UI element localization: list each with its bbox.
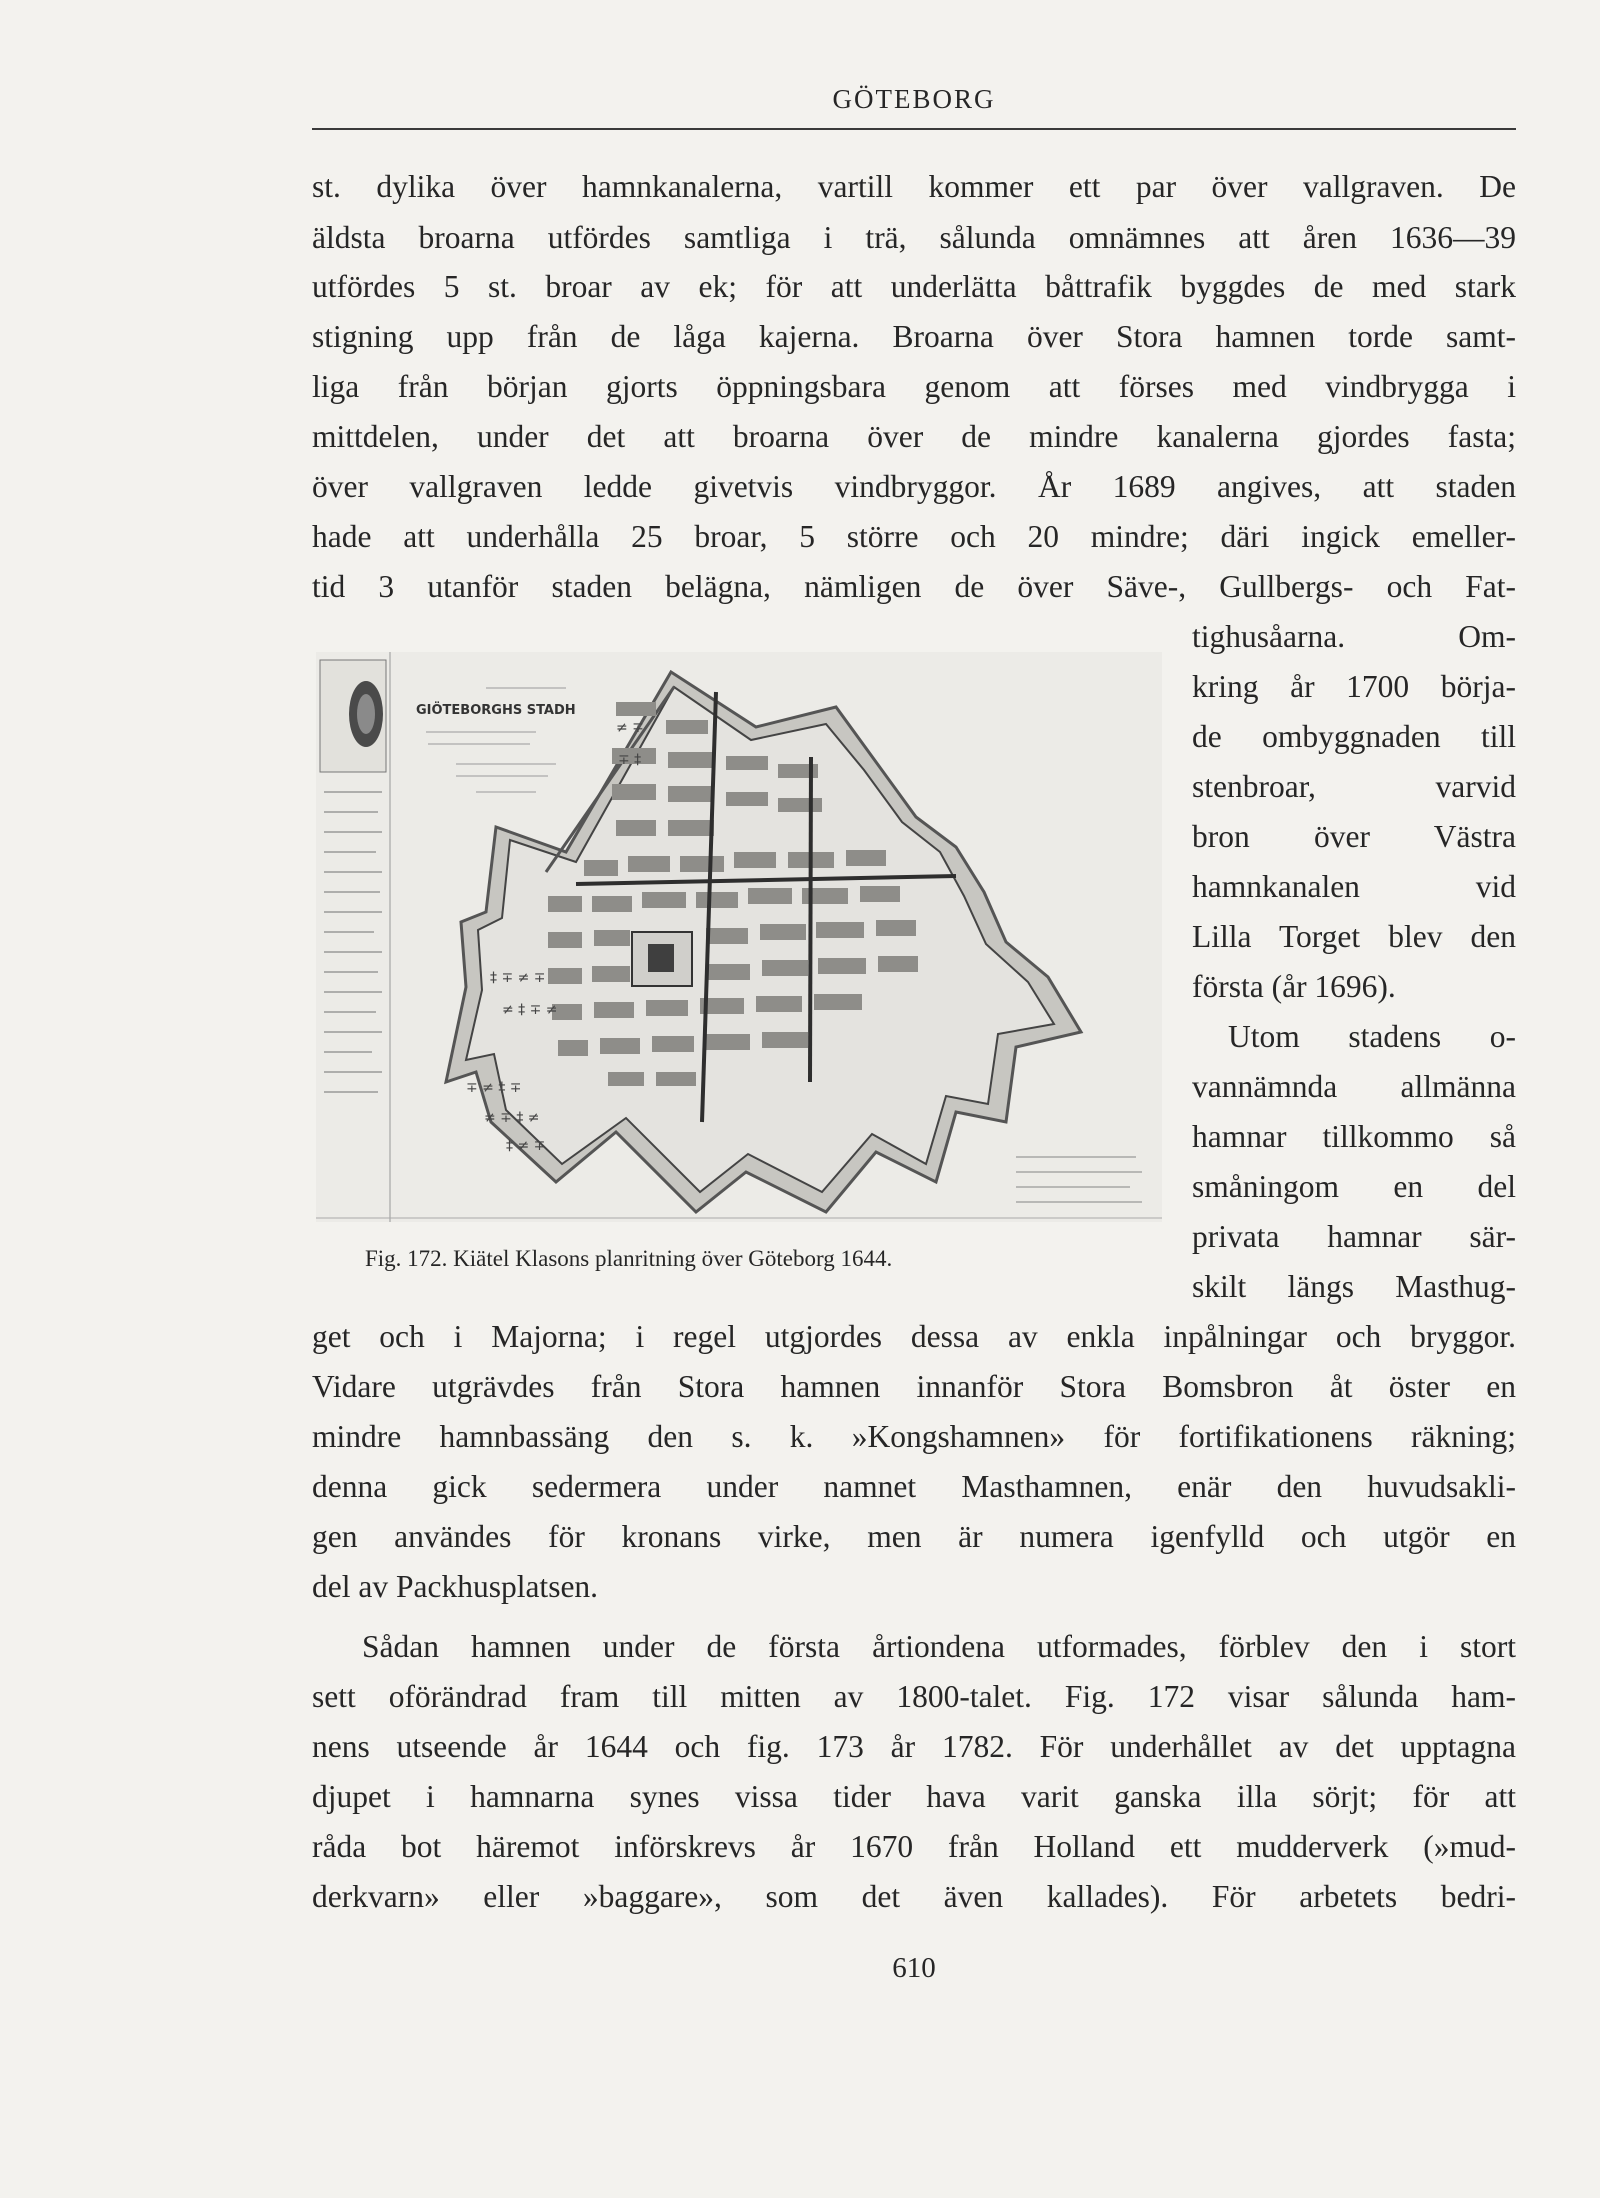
text-line: del av Packhusplatsen. <box>312 1569 599 1604</box>
running-head: GÖTEBORG <box>832 84 996 114</box>
text-line: Utom stadens o- <box>1228 1019 1516 1054</box>
text-line: get och i Majorna; i regel utgjordes dessa av enkla inpålningar och bryggor. <box>312 1319 1516 1354</box>
svg-text:≠ ∓: ≠ ∓ <box>616 720 644 736</box>
text-line: stigning upp från de låga kajerna. Broarna över Stora hamnen torde samt- <box>312 319 1516 354</box>
svg-text:‡ ∓ ≠ ∓: ‡ ∓ ≠ ∓ <box>490 970 546 986</box>
text-line: sett oförändrad fram till mitten av 1800-talet. Fig. 172 visar sålunda ham- <box>312 1679 1516 1714</box>
text-line: småningom en del <box>1192 1169 1516 1204</box>
text-line: denna gick sedermera under namnet Masthamnen, enär den huvudsakli- <box>312 1469 1516 1504</box>
map-title: GIÖTEBORGHS STADH <box>416 703 576 718</box>
text-line: kring år 1700 börja- <box>1192 669 1516 704</box>
text-line: första (år 1696). <box>1192 969 1396 1004</box>
text-line: mittdelen, under det att broarna över de mindre kanalerna gjordes fasta; <box>312 419 1516 454</box>
text-line: hamnkanalen vid <box>1192 869 1516 904</box>
text-line: hade att underhålla 25 broar, 5 större och 20 mindre; däri ingick emeller- <box>312 519 1516 554</box>
svg-text:≠ ∓ ‡ ≠: ≠ ∓ ‡ ≠ <box>484 1110 540 1126</box>
text-line: Lilla Torget blev den <box>1192 919 1516 954</box>
header-rule <box>312 128 1516 130</box>
text-line: nens utseende år 1644 och fig. 173 år 1782. För underhållet av det upptagna <box>312 1729 1516 1764</box>
text-line: Sådan hamnen under de första årtiondena utformades, förblev den i stort <box>362 1629 1516 1664</box>
text-line: råda bot häremot införskrevs år 1670 från Holland ett mudderverk (»mud- <box>312 1829 1516 1864</box>
svg-text:∓ ≠ ‡ ∓: ∓ ≠ ‡ ∓ <box>466 1080 522 1096</box>
text-line: gen användes för kronans virke, men är numera igenfylld och utgör en <box>312 1519 1516 1554</box>
svg-text:∓ ‡: ∓ ‡ <box>618 752 642 768</box>
text-line: liga från början gjorts öppningsbara genom att förses med vindbrygga i <box>312 369 1516 404</box>
text-line: hamnar tillkommo så <box>1192 1119 1516 1154</box>
text-line: djupet i hamnarna synes vissa tider hava varit ganska illa sörjt; för att <box>312 1779 1516 1814</box>
text-line: privata hamnar sär- <box>1192 1219 1516 1254</box>
city-plan-figure <box>316 652 1162 1222</box>
text-line: vannämnda allmänna <box>1192 1069 1516 1104</box>
text-line: skilt längs Masthug- <box>1192 1269 1516 1304</box>
text-line: st. dylika över hamnkanalerna, vartill kommer ett par över vallgraven. De <box>312 169 1516 204</box>
text-line: utfördes 5 st. broar av ek; för att underlätta båttrafik byggdes de med stark <box>312 269 1516 304</box>
svg-text:≠ ‡ ∓ ≠: ≠ ‡ ∓ ≠ <box>502 1002 558 1018</box>
text-line: bron över Västra <box>1192 819 1516 854</box>
text-line: tid 3 utanför staden belägna, nämligen de över Säve-, Gullbergs- och Fat- <box>312 569 1516 604</box>
text-line: de ombyggnaden till <box>1192 719 1516 754</box>
city-plan-map <box>316 652 1162 1222</box>
text-line: mindre hamnbassäng den s. k. »Kongshamnen» för fortifikationens räkning; <box>312 1419 1516 1454</box>
figure-caption: Fig. 172. Kiätel Klasons planritning över Göteborg 1644. <box>365 1246 893 1271</box>
text-line: Vidare utgrävdes från Stora hamnen innanför Stora Bomsbron åt öster en <box>312 1369 1516 1404</box>
text-line: tighusåarna. Om- <box>1192 619 1516 654</box>
page-number: 610 <box>892 1952 936 1984</box>
text-line: stenbroar, varvid <box>1192 769 1516 804</box>
text-line: äldsta broarna utfördes samtliga i trä, sålunda omnämnes att åren 1636—39 <box>312 220 1516 255</box>
svg-text:‡ ≠ ∓: ‡ ≠ ∓ <box>506 1138 546 1154</box>
text-line: över vallgraven ledde givetvis vindbryggor. År 1689 angives, att staden <box>312 469 1516 504</box>
text-line: derkvarn» eller »baggare», som det även kallades). För arbetets bedri- <box>312 1879 1516 1914</box>
